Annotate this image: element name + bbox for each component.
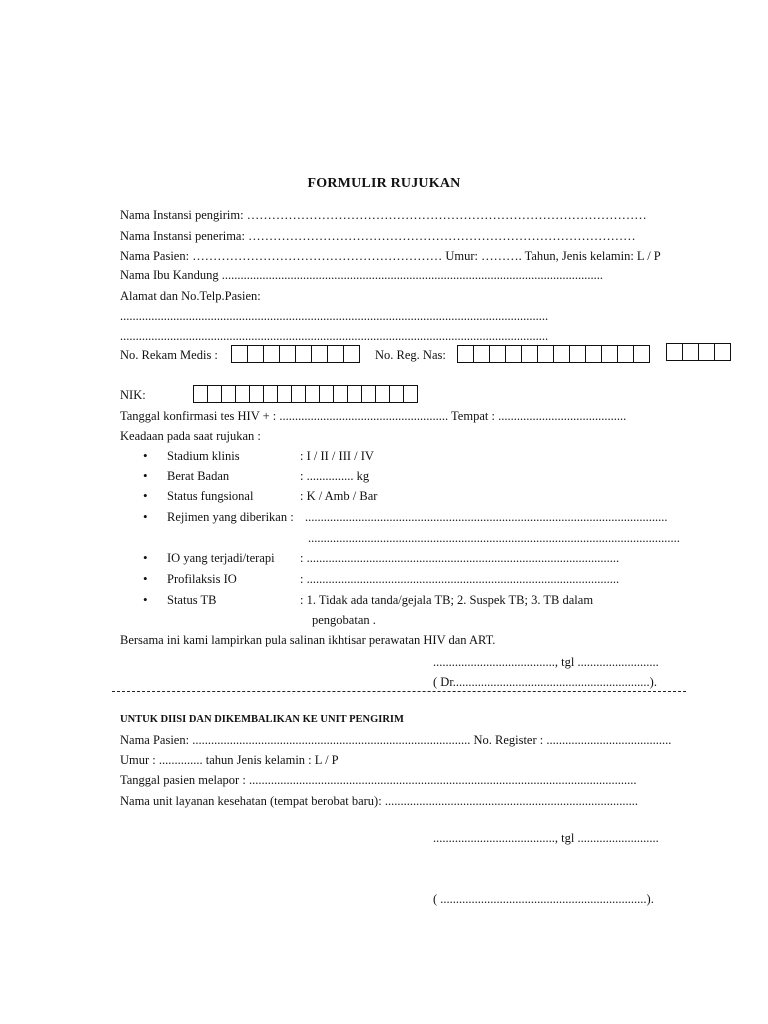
reg-nas-label: No. Reg. Nas: bbox=[375, 348, 446, 362]
condition-label: Status TB bbox=[167, 593, 217, 607]
sign2-signature: ( ..................................................................). bbox=[433, 892, 654, 906]
keadaan-label: Keadaan pada saat rujukan : bbox=[120, 429, 261, 443]
page-title: FORMULIR RUJUKAN bbox=[307, 176, 461, 191]
reg-nas-boxes bbox=[457, 345, 649, 363]
pasien-line: Nama Pasien: …………………………………………………… Umur: ………. Tahun, Jenis kelamin: L / P bbox=[120, 249, 661, 263]
section-divider bbox=[112, 691, 686, 692]
condition-value: : 1. Tidak ada tanda/gejala TB; 2. Suspek TB; 3. TB dalam bbox=[300, 593, 594, 607]
nik-label: NIK: bbox=[120, 388, 146, 402]
condition-label: Status fungsional bbox=[167, 489, 254, 503]
condition-label: Profilaksis IO bbox=[167, 572, 237, 586]
sign2-place-date: ......................................., tgl .......................... bbox=[433, 831, 659, 845]
section2-pasien-line: Nama Pasien: ......................................................................................... No. Register : ........................................ bbox=[120, 733, 672, 747]
rekam-medis-label: No. Rekam Medis : bbox=[120, 348, 218, 362]
ibu-kandung-line: Nama Ibu Kandung .......................................................................................................................... bbox=[120, 268, 603, 282]
condition-rejimen-continued: ....................................................................................................................... bbox=[308, 531, 680, 545]
bullet-icon: • bbox=[143, 592, 148, 607]
condition-value: : .................................................................................................... bbox=[300, 572, 620, 586]
bullet-icon: • bbox=[143, 509, 148, 524]
alamat-dots-1: ......................................................................................................................................... bbox=[120, 309, 549, 323]
condition-value: : ............... kg bbox=[300, 469, 370, 483]
bullet-icon: • bbox=[143, 448, 148, 463]
section2-heading: UNTUK DIISI DAN DIKEMBALIKAN KE UNIT PENGIRIM bbox=[120, 714, 404, 725]
sign1-place-date: ......................................., tgl .......................... bbox=[433, 655, 659, 669]
bullet-icon: • bbox=[143, 488, 148, 503]
bullet-icon: • bbox=[143, 550, 148, 565]
rekam-medis-boxes bbox=[231, 345, 359, 363]
alamat-dots-2: ......................................................................................................................................... bbox=[120, 329, 549, 343]
condition-label: Berat Badan bbox=[167, 469, 230, 483]
section2-tanggal-line: Tanggal pasien melapor : ............................................................................................................................ bbox=[120, 773, 637, 787]
bullet-icon: • bbox=[143, 468, 148, 483]
condition-label: Rejimen yang diberikan : bbox=[167, 510, 294, 524]
instansi-penerima-line: Nama Instansi penerima: ………………………………………………………………………………… bbox=[120, 229, 636, 243]
condition-status-tb-continued: pengobatan . bbox=[312, 613, 376, 627]
sign1-doctor: ( Dr...............................................................). bbox=[433, 675, 657, 689]
condition-label: IO yang terjadi/terapi bbox=[167, 551, 275, 565]
nik-boxes bbox=[193, 385, 417, 403]
reg-nas-extra-boxes bbox=[666, 343, 730, 361]
bullet-icon: • bbox=[143, 571, 148, 586]
konfirmasi-line: Tanggal konfirmasi tes HIV + : ...................................................... Tempat : ......................................... bbox=[120, 409, 627, 423]
lampiran-line: Bersama ini kami lampirkan pula salinan ikhtisar perawatan HIV dan ART. bbox=[120, 633, 496, 647]
condition-value: .................................................................................................................... bbox=[305, 510, 668, 524]
alamat-label: Alamat dan No.Telp.Pasien: bbox=[120, 289, 261, 303]
section2-umur-line: Umur : .............. tahun Jenis kelamin : L / P bbox=[120, 753, 339, 767]
condition-value: : .................................................................................................... bbox=[300, 551, 620, 565]
instansi-pengirim-line: Nama Instansi pengirim: …………………………………………………………………………………… bbox=[120, 208, 647, 222]
condition-value: : I / II / III / IV bbox=[300, 449, 374, 463]
condition-label: Stadium klinis bbox=[167, 449, 240, 463]
condition-value: : K / Amb / Bar bbox=[300, 489, 378, 503]
section2-unit-line: Nama unit layanan kesehatan (tempat berobat baru): ................................................................................. bbox=[120, 794, 638, 808]
